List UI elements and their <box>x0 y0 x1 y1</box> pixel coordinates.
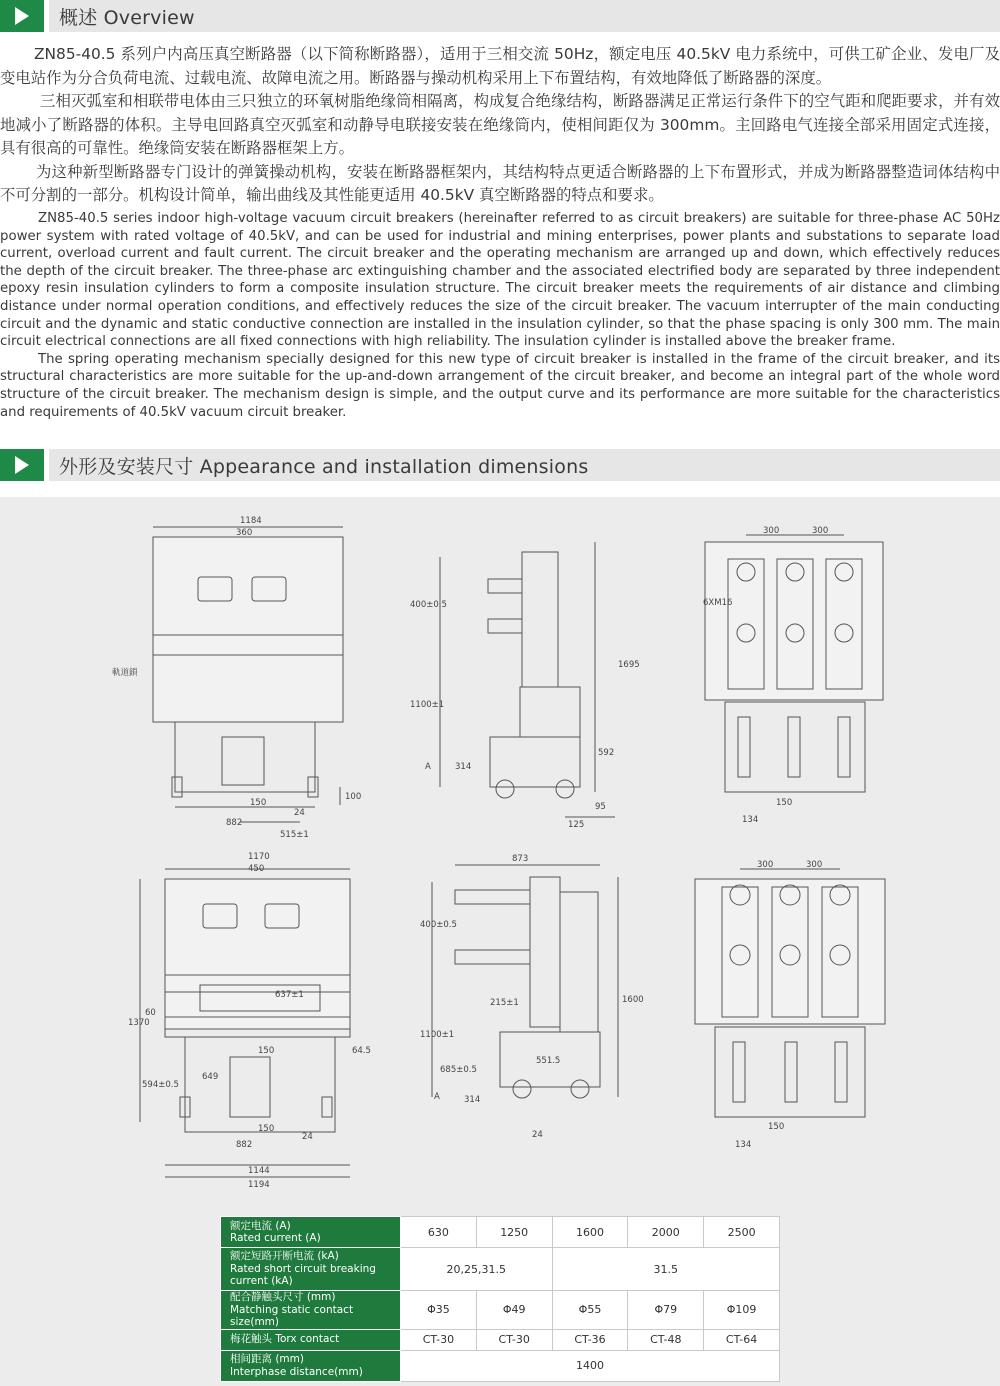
play-arrow-icon <box>0 449 44 481</box>
table-row <box>221 1291 780 1330</box>
dim-label: 1194 <box>248 1180 270 1190</box>
table-cell: 2000 <box>628 1217 704 1248</box>
dim-label: 551.5 <box>536 1056 561 1066</box>
dim-label: 24 <box>532 1130 543 1140</box>
dim-label: 1370 <box>128 1018 150 1028</box>
plan-view-drawing-bottom <box>695 869 885 1117</box>
dim-label: 60 <box>145 1008 156 1018</box>
specification-table <box>220 1216 780 1382</box>
side-view-drawing-bottom <box>432 865 618 1098</box>
dim-label: 64.5 <box>352 1046 371 1056</box>
dim-label: 150 <box>250 798 267 808</box>
dim-label: 314 <box>464 1095 481 1105</box>
dim-label: 軌道鎖 <box>112 668 138 678</box>
dim-label: 134 <box>742 815 759 825</box>
row-header-en: Rated current (A) <box>230 1232 321 1244</box>
en-paragraph: The spring operating mechanism specially designed for this new type of circuit breaker is installed in the frame of the circuit breaker, and its structural characteristics are more suitable for the up-and-down arrangement of the circuit breaker, and become an integral part of the whole word structure of the circuit breaker. The mechanism design is simple, and the output curve and its performance are more suitable for the characteristics and requirements of 40.5kV vacuum circuit breaker. <box>0 351 1000 420</box>
dim-label: 215±1 <box>490 998 519 1008</box>
dim-label: 150 <box>768 1122 785 1132</box>
table-cell: CT-30 <box>401 1329 477 1350</box>
row-header-zh: 额定短路开断电流 (kA) <box>230 1250 339 1263</box>
table-cell: 1600 <box>552 1217 628 1248</box>
play-arrow-icon <box>0 0 44 32</box>
table-cell: 2500 <box>704 1217 780 1248</box>
dim-label: 150 <box>776 798 793 808</box>
dim-label: 882 <box>226 818 243 828</box>
row-header-zh: 额定电流 (A) <box>230 1219 291 1232</box>
row-header-zh: 相间距离 (mm) <box>230 1353 304 1365</box>
zh-paragraph: 为这种新型断路器专门设计的弹簧操动机构，安装在断路器框架内，其结构特点更适合断路器的上下布置形式，并成为断路器整造词体结构中不可分割的一部分。机构设计简单，输出曲线及其性能更适用 40.5kV 真空断路器的特点和要求。 <box>0 162 1000 204</box>
dim-label: 1184 <box>240 516 262 526</box>
dim-label: 6XM16 <box>703 598 733 608</box>
dim-label: 95 <box>595 802 606 812</box>
dim-label: 314 <box>455 762 472 772</box>
dim-label: 24 <box>294 808 305 818</box>
dim-label: 134 <box>735 1140 752 1150</box>
dim-label: 400±0.5 <box>410 600 447 610</box>
dim-label: 594±0.5 <box>142 1080 179 1090</box>
table-cell: 1400 <box>401 1350 780 1381</box>
row-header-en: Rated short circuit breaking current (kA) <box>230 1262 376 1288</box>
dim-label: 150 <box>258 1124 275 1134</box>
row-header-zh: 配合静触头尺寸 (mm) <box>230 1291 336 1303</box>
table-cell: CT-64 <box>704 1329 780 1350</box>
dim-label: 1600 <box>622 995 644 1005</box>
dim-label: 873 <box>512 854 529 864</box>
dim-label: 882 <box>236 1140 253 1150</box>
dim-label: 150 <box>258 1046 275 1056</box>
table-cell: Φ49 <box>476 1291 552 1330</box>
overview-section-header <box>0 0 1000 32</box>
dimensions-heading: 外形及安装尺寸 Appearance and installation dimensions <box>49 449 1000 481</box>
table-row <box>221 1217 780 1248</box>
dim-label: 1100±1 <box>410 700 445 710</box>
row-header-en: Interphase distance(mm) <box>230 1365 363 1378</box>
table-cell: 630 <box>401 1217 477 1248</box>
dim-label: 125 <box>568 820 585 830</box>
dim-label: 300 <box>806 860 823 870</box>
row-header <box>221 1291 401 1330</box>
technical-drawings <box>0 497 1000 1207</box>
row-header-en: Matching static contact size(mm) <box>230 1303 354 1328</box>
side-view-drawing-top <box>440 542 615 817</box>
dim-label: 300 <box>763 526 780 536</box>
table-cell: Φ35 <box>401 1291 477 1330</box>
row-header: 梅花触头 Torx contact <box>221 1329 401 1350</box>
dim-label: 300 <box>757 860 774 870</box>
dim-label: 1170 <box>248 852 270 862</box>
dim-label: 515±1 <box>280 830 309 840</box>
row-header <box>221 1350 401 1381</box>
table-row <box>221 1248 780 1291</box>
front-view-drawing-top <box>153 527 343 822</box>
overview-english-text <box>0 210 1000 421</box>
table-cell: 20,25,31.5 <box>401 1248 553 1291</box>
zh-paragraph: 三相灭弧室和相联带电体由三只独立的环氧树脂绝缘筒相隔离，构成复合绝缘结构，断路器满足正常运行条件下的空气距和爬距要求，并有效地减小了断路器的体积。主导电回路真空灭弧室和动静导电联接安装在绝缘筒内，使相间距仅为 300mm。主回路电气连接全部采用固定式连接，具有很高的可靠性。绝缘筒安装在断路器框架上方。 <box>0 92 1000 157</box>
dim-label: 1100±1 <box>420 1030 455 1040</box>
front-view-drawing-bottom <box>140 869 350 1177</box>
row-header <box>221 1248 401 1291</box>
dim-label: 637±1 <box>275 990 304 1000</box>
table-cell: CT-30 <box>476 1329 552 1350</box>
dimensions-section-header <box>0 449 1000 481</box>
en-paragraph: ZN85-40.5 series indoor high-voltage vacuum circuit breakers (hereinafter referred to as circuit breakers) are suitable for three-phase AC 50Hz power system with rated voltage of 40.5kV, and can be used for industrial and mining enterprises, power plants and substations to separate load current, overload current and fault current. The circuit breaker and the operating mechanism are arranged up and down, which effectively reduces the depth of the circuit breaker. The three-phase arc extinguishing chamber and the associated electrified body are separated by three independent epoxy resin insulation cylinders to form a composite insulation structure. The circuit breaker meets the requirements of air distance and climbing distance under normal operation conditions, and effectively reduces the size of the circuit breaker. The vacuum interrupter of the main conducting circuit and the dynamic and static conductive connection are installed in the insulation cylinder, so that the phase spacing is only 300 mm. The main circuit electrical connections are all fixed connections with high reliability. The insulation cylinder is installed above the breaker frame. <box>0 211 1000 350</box>
dim-label: 592 <box>598 748 615 758</box>
table-cell: CT-48 <box>628 1329 704 1350</box>
zh-paragraph: ZN85-40.5 系列户内高压真空断路器（以下简称断路器），适用于三相交流 50Hz，额定电压 40.5kV 电力系统中，可供工矿企业、发电厂及变电站作为分合负荷电流、过载电流、故障电流之用。断路器与操动机构采用上下布置结构，有效地降低了断路器的深度。 <box>0 45 1000 87</box>
table-row <box>221 1350 780 1381</box>
dim-label: 360 <box>236 528 253 538</box>
dim-label: 1144 <box>248 1166 270 1176</box>
table-cell: 31.5 <box>552 1248 779 1291</box>
table-cell: CT-36 <box>552 1329 628 1350</box>
plan-view-drawing-top <box>705 535 883 792</box>
dim-label: 685±0.5 <box>440 1065 477 1075</box>
dim-label: 400±0.5 <box>420 920 457 930</box>
table-cell: 1250 <box>476 1217 552 1248</box>
dim-label: 300 <box>812 526 829 536</box>
dim-label: A <box>425 762 431 772</box>
dim-label: 450 <box>248 864 265 874</box>
dim-label: 1695 <box>618 660 640 670</box>
row-header <box>221 1217 401 1248</box>
table-cell: Φ109 <box>704 1291 780 1330</box>
dim-label: 100 <box>345 792 362 802</box>
overview-heading: 概述 Overview <box>49 0 1000 32</box>
dim-label: 24 <box>302 1132 313 1142</box>
dim-label: A <box>434 1092 440 1102</box>
table-cell: Φ55 <box>552 1291 628 1330</box>
table-row <box>221 1329 780 1350</box>
dim-label: 649 <box>202 1072 219 1082</box>
table-cell: Φ79 <box>628 1291 704 1330</box>
overview-chinese-text <box>0 43 1000 208</box>
